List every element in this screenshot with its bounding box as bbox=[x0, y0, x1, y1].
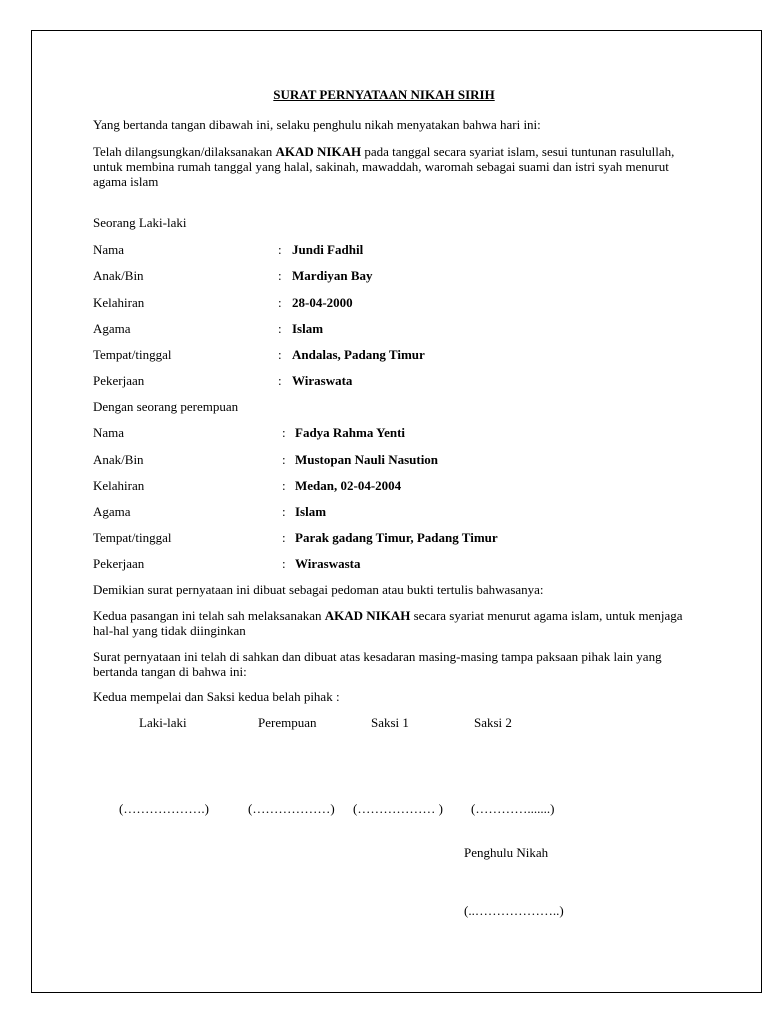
male-label: Kelahiran bbox=[93, 295, 145, 310]
colon: : bbox=[282, 556, 286, 571]
validity-statement-text-cont: secara syariat menurut agama islam, untuk menjaga hal-hal yang tidak diinginkan bbox=[93, 608, 683, 638]
male-occupation-value: Wiraswata bbox=[292, 373, 353, 388]
marriage-statement-text-cont: pada tanggal secara syariat islam, sesui tuntunan rasulullah, untuk membina rumah tanggal yang halal, sakinah, mawaddah, waromah sebagai suami dan istri syah menurut agama islam bbox=[93, 144, 675, 189]
male-name-value: Jundi Fadhil bbox=[292, 242, 364, 257]
intro-text: Yang bertanda tangan dibawah ini, selaku penghulu nikah menyatakan bahwa hari ini: bbox=[93, 117, 541, 132]
colon: : bbox=[278, 268, 282, 283]
akad-nikah-emphasis: AKAD NIKAH bbox=[275, 144, 362, 159]
signer-label-witness-2: Saksi 2 bbox=[474, 715, 512, 730]
witness-intro: Kedua mempelai dan Saksi kedua belah pihak : bbox=[93, 689, 340, 704]
signer-label-witness-1: Saksi 1 bbox=[371, 715, 409, 730]
consent-statement: Surat pernyataan ini telah di sahkan dan dibuat atas kesadaran masing-masing tampa paksaan pihak lain yang bertanda tangan di bahwa ini: bbox=[93, 649, 662, 679]
male-birth-value: 28-04-2000 bbox=[292, 295, 353, 310]
colon: : bbox=[282, 530, 286, 545]
signature-line-witness-2: (………….......) bbox=[471, 801, 555, 816]
male-label: Anak/Bin bbox=[93, 268, 144, 283]
colon: : bbox=[282, 504, 286, 519]
colon: : bbox=[278, 373, 282, 388]
akad-nikah-emphasis: AKAD NIKAH bbox=[324, 608, 411, 623]
male-religion-value: Islam bbox=[292, 321, 324, 336]
signer-label-bride: Perempuan bbox=[258, 715, 317, 730]
male-father-value: Mardiyan Bay bbox=[292, 268, 373, 283]
validity-statement bbox=[93, 608, 693, 638]
colon: : bbox=[278, 347, 282, 362]
document-title: SURAT PERNYATAAN NIKAH SIRIH bbox=[273, 87, 495, 102]
female-birth-value: Medan, 02-04-2004 bbox=[295, 478, 402, 493]
colon: : bbox=[278, 295, 282, 310]
signature-line-penghulu: (..………………..) bbox=[464, 903, 564, 918]
marriage-statement bbox=[93, 144, 693, 189]
female-label: Kelahiran bbox=[93, 478, 145, 493]
female-label: Tempat/tinggal bbox=[93, 530, 172, 545]
penghulu-label: Penghulu Nikah bbox=[464, 845, 549, 860]
male-address-value: Andalas, Padang Timur bbox=[292, 347, 425, 362]
signer-label-groom: Laki-laki bbox=[139, 715, 187, 730]
female-heading: Dengan seorang perempuan bbox=[93, 399, 239, 414]
female-religion-value: Islam bbox=[295, 504, 327, 519]
male-heading: Seorang Laki-laki bbox=[93, 215, 187, 230]
colon: : bbox=[278, 242, 282, 257]
signature-line-bride: (………………) bbox=[248, 801, 335, 816]
validity-statement-text: Kedua pasangan ini telah sah melaksanakan bbox=[93, 608, 325, 623]
male-label: Pekerjaan bbox=[93, 373, 145, 388]
female-father-value: Mustopan Nauli Nasution bbox=[295, 452, 439, 467]
closing-text: Demikian surat pernyataan ini dibuat sebagai pedoman atau bukti tertulis bahwasanya: bbox=[93, 582, 544, 597]
male-label: Nama bbox=[93, 242, 125, 257]
female-label: Agama bbox=[93, 504, 131, 519]
female-name-value: Fadya Rahma Yenti bbox=[295, 425, 406, 440]
signature-line-witness-1: (……………… ) bbox=[353, 801, 443, 816]
female-label: Anak/Bin bbox=[93, 452, 144, 467]
female-label: Pekerjaan bbox=[93, 556, 145, 571]
female-address-value: Parak gadang Timur, Padang Timur bbox=[295, 530, 498, 545]
female-occupation-value: Wiraswasta bbox=[295, 556, 361, 571]
colon: : bbox=[282, 425, 286, 440]
male-label: Tempat/tinggal bbox=[93, 347, 172, 362]
signature-line-groom: (……………….) bbox=[119, 801, 209, 816]
male-label: Agama bbox=[93, 321, 131, 336]
colon: : bbox=[278, 321, 282, 336]
female-label: Nama bbox=[93, 425, 125, 440]
marriage-statement-text: Telah dilangsungkan/dilaksanakan bbox=[93, 144, 276, 159]
colon: : bbox=[282, 478, 286, 493]
colon: : bbox=[282, 452, 286, 467]
